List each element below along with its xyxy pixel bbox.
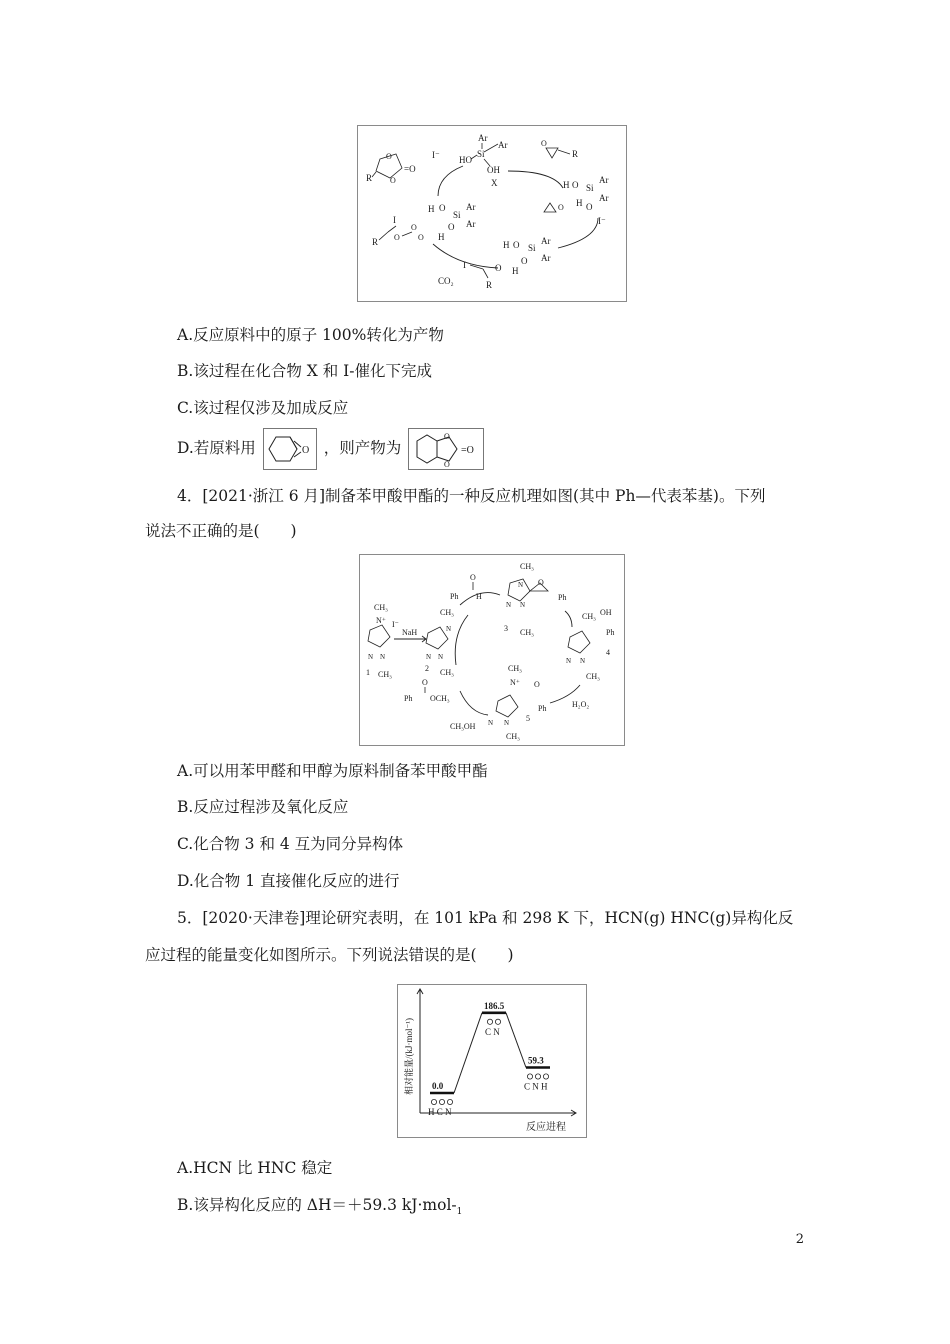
label-ch3: CH₃ [508, 664, 522, 673]
label-n: N [426, 653, 432, 661]
label-eq-o: =O [404, 164, 416, 174]
q4-option-b: B.反应过程涉及氧化反应 [177, 798, 349, 816]
label-ch3: CH₃ [506, 732, 520, 741]
label-o: O [418, 233, 424, 242]
label-iodide: I⁻ [598, 216, 606, 226]
q3-option-b: B.该过程在化合物 X 和 I-催化下完成 [177, 362, 432, 380]
molecule-label: C N [485, 1026, 500, 1037]
atom-icon [447, 1099, 452, 1104]
q5-option-b [177, 1194, 462, 1223]
label-o: O [513, 240, 520, 250]
label-ph: Ph [404, 694, 413, 703]
label-ch3: CH₃ [378, 670, 392, 679]
y-axis-label: 相对能量/(kJ·mol⁻¹) [404, 1018, 414, 1095]
label-co2: CO₂ [438, 276, 454, 286]
energy-chart [398, 985, 586, 1137]
label-iodide: I⁻ [392, 620, 399, 629]
label-ph: Ph [558, 593, 567, 602]
label-ar: Ar [541, 253, 551, 263]
label-o: O [444, 432, 450, 441]
label-si: Si [586, 183, 594, 193]
label-compound-1: 1 [366, 668, 370, 677]
label-n: N [438, 653, 444, 661]
label-si: Si [528, 243, 536, 253]
molecule-label: H C N [428, 1107, 452, 1117]
label-o: O [558, 203, 564, 212]
label-och3: OCH₃ [430, 694, 450, 703]
label-oh: OH [600, 608, 612, 617]
label-i: I [393, 215, 396, 225]
figure-energy-profile [397, 984, 587, 1138]
label-x: X [491, 178, 498, 188]
label-ho: HO [459, 155, 472, 165]
label-compound-2: 2 [425, 664, 429, 673]
label-o: O [439, 203, 446, 213]
label-n: N [520, 601, 526, 609]
figure-nhc-cycle [359, 554, 625, 746]
q4-option-c: C.化合物 3 和 4 互为同分异构体 [177, 835, 404, 853]
label-o: O [521, 256, 528, 266]
label-compound-5: 5 [526, 714, 530, 723]
atom-icon [439, 1099, 444, 1104]
atom-icon [527, 1074, 532, 1079]
label-o: O [538, 578, 544, 587]
label-ph: Ph [538, 704, 547, 713]
label-r: R [572, 149, 579, 159]
q4-option-a: A.可以用苯甲醛和甲醇为原料制备苯甲酸甲酯 [177, 762, 488, 780]
label-ch3: CH₃ [374, 603, 388, 612]
label-n: N [580, 657, 586, 665]
q5-option-b-text: B.该异构化反应的 ΔH＝＋59.3 kJ·mol- [177, 1196, 457, 1214]
label-compound-3: 3 [504, 624, 508, 633]
q5-option-a: A.HCN 比 HNC 稳定 [177, 1159, 333, 1177]
atom-icon [431, 1099, 436, 1104]
label-n: N [518, 581, 524, 589]
label-n: N [506, 601, 512, 609]
label-h2o2: H₂O₂ [572, 700, 590, 709]
label-ch3: CH₃ [520, 628, 534, 637]
label-nplus: N⁺ [510, 678, 520, 687]
label-compound-4: 4 [606, 648, 610, 657]
label-ch3: CH₃ [520, 562, 534, 571]
label-ch3oh: CH₃OH [450, 722, 476, 731]
molecule-label: C N H [524, 1081, 548, 1092]
atom-icon [495, 1019, 500, 1024]
label-ch3: CH₃ [586, 672, 600, 681]
x-axis-label: 反应进程 [526, 1122, 566, 1133]
label-n: N [488, 719, 494, 727]
label-o: O [448, 222, 455, 232]
label-h: H [512, 266, 519, 276]
label-ch3: CH₃ [582, 612, 596, 621]
label-eq-o: =O [461, 445, 475, 456]
label-ch3: CH₃ [440, 668, 454, 677]
energy-data-label: 59.3 [528, 1055, 544, 1066]
label-o: O [444, 460, 450, 469]
label-o: O [541, 139, 547, 148]
label-si: Si [477, 149, 485, 159]
label-n: N [566, 657, 572, 665]
label-o: O [301, 445, 309, 456]
label-ph: Ph [450, 592, 459, 601]
label-ar: Ar [498, 140, 508, 150]
q4-stem-line1: 4．[2021·浙江 6 月]制备苯甲酸甲酯的一种反应机理如图(其中 Ph—代表苯基)。下列 [177, 487, 766, 505]
q3-option-d [177, 428, 486, 470]
label-o: O [411, 223, 417, 232]
label-ph: Ph [606, 628, 615, 637]
atom-icon [535, 1074, 540, 1079]
q3-option-d-mid: ，则产物为 [323, 439, 402, 457]
label-r: R [366, 173, 373, 183]
figure-silanediol-cycle [357, 125, 627, 302]
label-ar: Ar [478, 133, 488, 143]
label-ar: Ar [599, 175, 609, 185]
label-ar: Ar [599, 193, 609, 203]
label-n: N [446, 625, 452, 633]
label-h: H [428, 204, 435, 214]
label-nplus: N⁺ [376, 616, 386, 625]
label-h: H [438, 232, 445, 242]
atom-icon [543, 1074, 548, 1079]
atom-icon [487, 1019, 492, 1024]
label-n: N [504, 719, 510, 727]
label-i: I [463, 260, 466, 270]
q3-option-c: C.该过程仅涉及加成反应 [177, 399, 349, 417]
label-si: Si [453, 210, 461, 220]
q4-stem-line2: 说法不正确的是( ) [145, 522, 297, 540]
label-n: N [368, 653, 374, 661]
label-r: R [486, 280, 493, 290]
label-o: O [495, 263, 502, 273]
label-o: O [586, 202, 593, 212]
q5-stem-line2: 应过程的能量变化如图所示。下列说法错误的是( ) [145, 946, 514, 964]
label-oh: OH [487, 165, 500, 175]
label-o: O [572, 180, 579, 190]
label-h: H [476, 592, 482, 601]
energy-path-segment [454, 1013, 482, 1093]
label-r: R [372, 237, 379, 247]
energy-data-label: 186.5 [484, 1000, 505, 1011]
label-o: O [470, 573, 476, 582]
label-ch3: CH₃ [440, 608, 454, 617]
label-h: H [503, 240, 510, 250]
label-h: H [576, 198, 583, 208]
label-h: H [563, 180, 570, 190]
page-number: 2 [795, 1232, 804, 1247]
label-iodide: I⁻ [432, 150, 440, 160]
label-o: O [394, 233, 400, 242]
label-o: O [386, 152, 392, 161]
label-nah: NaH [402, 628, 418, 637]
label-ar: Ar [541, 236, 551, 246]
label-o: O [534, 680, 540, 689]
cyclic-carbonate-product-structure [408, 428, 484, 470]
label-ar: Ar [466, 219, 476, 229]
label-o: O [422, 678, 428, 687]
q3-option-a: A.反应原料中的原子 100%转化为产物 [177, 326, 444, 344]
cyclohexene-oxide-structure [263, 428, 317, 470]
q4-option-d: D.化合物 1 直接催化反应的进行 [177, 872, 400, 890]
label-n: N [380, 653, 386, 661]
label-o: O [390, 176, 396, 185]
energy-path-segment [506, 1013, 526, 1068]
q3-option-d-prefix: D.若原料用 [177, 439, 256, 457]
q5-option-b-exponent: 1 [456, 1207, 463, 1218]
q5-stem-line1: 5．[2020·天津卷]理论研究表明，在 101 kPa 和 298 K 下，HCN(g) HNC(g)异构化反 [177, 909, 794, 927]
label-ar: Ar [466, 202, 476, 212]
energy-data-label: 0.0 [432, 1081, 444, 1091]
